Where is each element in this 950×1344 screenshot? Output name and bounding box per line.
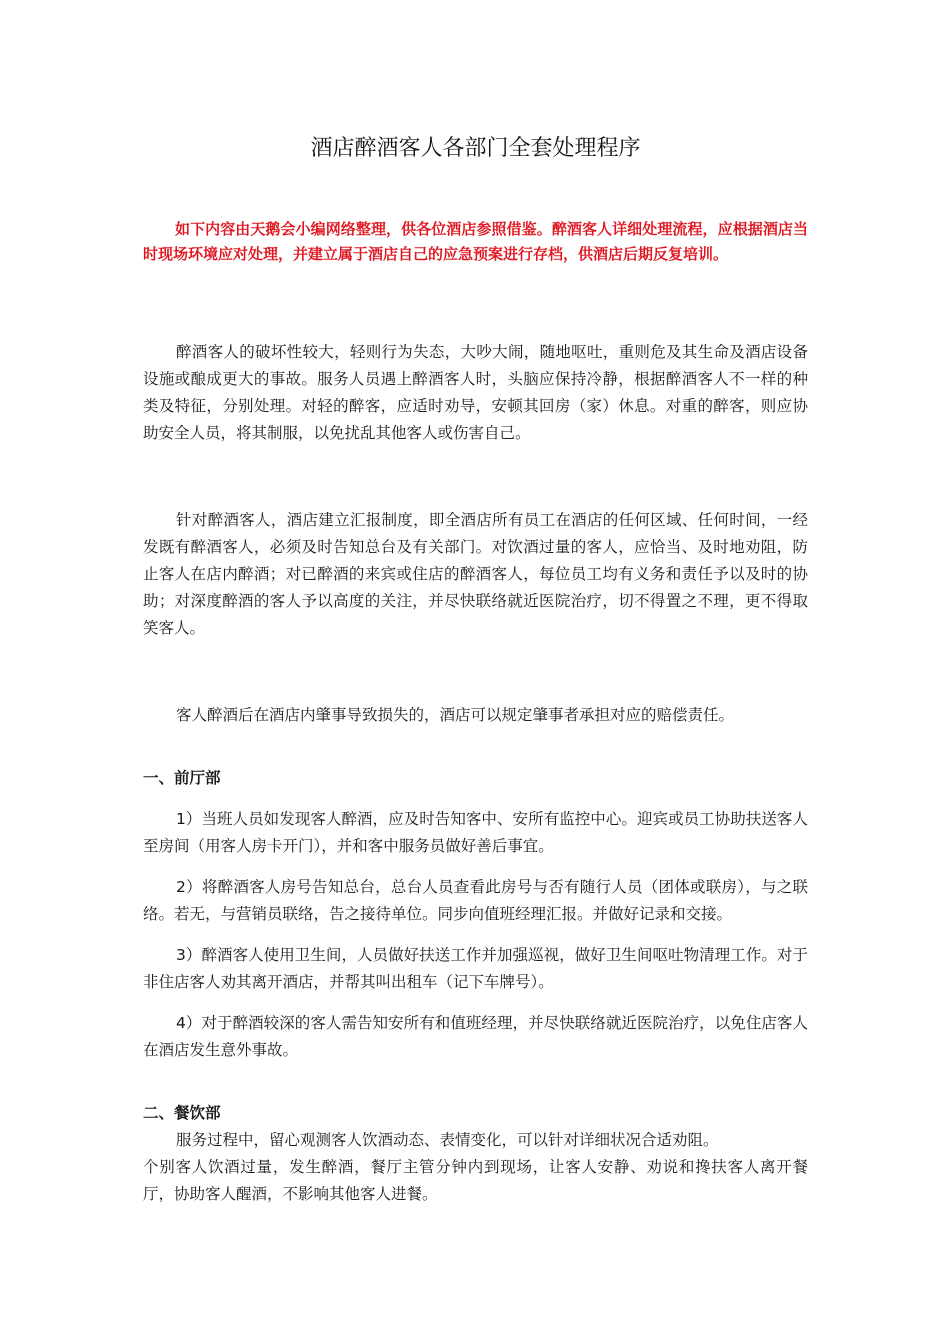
document-body [143, 133, 808, 1208]
intro-paragraph-2: 针对醉酒客人，酒店建立汇报制度，即全酒店所有员工在酒店的任何区域、任何时间，一经发既有醉酒客人，必须及时告知总台及有关部门。对饮酒过量的客人，应恰当、及时地劝阻，防止客人在店内醉酒；对已醉酒的来宾或住店的醉酒客人，每位员工均有义务和责任予以及时的协助；对深度醉酒的客人予以高度的关注，并尽快联络就近医院治疗，切不得置之不理，更不得取笑客人。 [143, 511, 808, 637]
spacer [143, 642, 808, 702]
spacer [143, 860, 808, 874]
front-office-item-1: 1）当班人员如发现客人醉酒，应及时告知客中、安所有监控中心。迎宾或员工协助扶送客人至房间（用客人房卡开门），并和客中服务员做好善后事宜。 [143, 810, 808, 855]
front-office-item-2: 2）将醉酒客人房号告知总台，总台人员查看此房号与否有随行人员（团体或联房），与之联络。若无，与营销员联络，告之接待单位。同步向值班经理汇报。并做好记录和交接。 [143, 878, 808, 923]
spacer [143, 447, 808, 507]
spacer [143, 792, 808, 806]
food-beverage-line-1: 服务过程中，留心观测客人饮酒动态、表情变化，可以针对详细状况合适劝阻。 [176, 1131, 719, 1149]
page-title: 酒店醉酒客人各部门全套处理程序 [310, 136, 641, 161]
front-office-item-4: 4）对于醉酒较深的客人需告知安所有和值班经理，并尽快联络就近医院治疗，以免住店客人在酒店发生意外事故。 [143, 1014, 808, 1059]
editor-notice: 如下内容由天鹅会小编网络整理，供各位酒店参照借鉴。醉酒客人详细处理流程，应根据酒店当时现场环境应对处理，并建立属于酒店自己的应急预案进行存档，供酒店后期反复培训。 [143, 220, 808, 263]
spacer [143, 1064, 808, 1100]
front-office-item-3: 3）醉酒客人使用卫生间，人员做好扶送工作并加强巡视，做好卫生间呕吐物清理工作。对于非住店客人劝其离开酒店，并帮其叫出租车（记下车牌号）。 [143, 946, 808, 991]
intro-paragraph-1: 醉酒客人的破坏性较大，轻则行为失态，大吵大闹，随地呕吐，重则危及其生命及酒店设备设施或酿成更大的事故。服务人员遇上醉酒客人时，头脑应保持冷静，根据醉酒客人不一样的种类及特征，分别处理。对轻的醉客，应适时劝导，安顿其回房（家）休息。对重的醉客，则应协助安全人员，将其制服，以免扰乱其他客人或伤害自己。 [143, 343, 808, 442]
section-heading-front-office: 一、前厅部 [143, 769, 221, 787]
spacer [143, 928, 808, 942]
section-heading-food-beverage: 二、餐饮部 [143, 1104, 221, 1122]
spacer [143, 729, 808, 765]
food-beverage-line-2: 个别客人饮酒过量，发生醉酒，餐厅主管分钟内到现场，让客人安静、劝说和搀扶客人离开餐厅，协助客人醒酒，不影响其他客人进餐。 [143, 1158, 808, 1203]
spacer [143, 996, 808, 1010]
intro-paragraph-3: 客人醉酒后在酒店内肇事导致损失的，酒店可以规定肇事者承担对应的赔偿责任。 [176, 706, 735, 724]
